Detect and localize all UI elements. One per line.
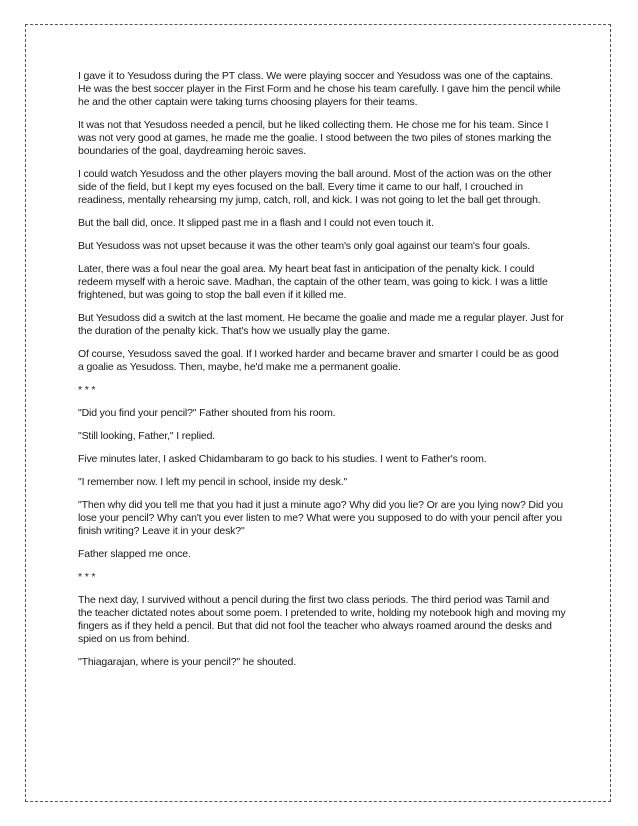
paragraph: "Still looking, Father," I replied. — [78, 430, 216, 442]
paragraph: But the ball did, once. It slipped past me in a flash and I could not even touch it. — [78, 217, 434, 229]
section-break: * * * — [78, 571, 96, 583]
paragraph: But Yesudoss was not upset because it was the other team's only goal against our team's four goals. — [78, 240, 531, 252]
paragraph: "Thiagarajan, where is your pencil?" he shouted. — [78, 656, 296, 668]
paragraph: Later, there was a foul near the goal area. My heart beat fast in anticipation of the penalty kick. I could redeem myself with a heroic save. Madhan, the captain of the other team, was going to kick. I was a little frightened, but was going to stop the ball even if it killed me. — [78, 263, 548, 301]
paragraph: "I remember now. I left my pencil in school, inside my desk." — [78, 476, 348, 488]
paragraph: I could watch Yesudoss and the other players moving the ball around. Most of the action was on the other side of the field, but I kept my eyes focused on the ball. Every time it came to our half, I crouched in readiness, mentally rehearsing my jump, catch, roll, and kick. I was not going to let the ball get through. — [78, 168, 552, 206]
paragraph: Father slapped me once. — [78, 548, 191, 560]
document-body — [78, 70, 566, 679]
paragraph: The next day, I survived without a pencil during the first two class periods. The third period was Tamil and the teacher dictated notes about some poem. I pretended to write, holding my notebook high and moving my fingers as if they held a pencil. But that did not fool the teacher who always roamed around the desks and spied on us from behind. — [78, 594, 566, 645]
paragraph: Five minutes later, I asked Chidambaram to go back to his studies. I went to Father's room. — [78, 453, 487, 465]
paragraph: But Yesudoss did a switch at the last moment. He became the goalie and made me a regular player. Just for the duration of the penalty kick. That's how we usually play the game. — [78, 312, 564, 337]
paragraph: "Then why did you tell me that you had it just a minute ago? Why did you lie? Or are you lying now? Did you lose your pencil? Why can't you ever listen to me? What were you supposed to do with your pencil after you finish writing? Leave it in your desk?" — [78, 499, 563, 537]
paragraph: I gave it to Yesudoss during the PT class. We were playing soccer and Yesudoss was one of the captains. He was the best soccer player in the First Form and he chose his team carefully. I gave him the pencil while he and the other captain were taking turns choosing players for their teams. — [78, 70, 561, 108]
paragraph: It was not that Yesudoss needed a pencil, but he liked collecting them. He chose me for his team. Since I was not very good at games, he made me the goalie. I stood between the two piles of stones marking the boundaries of the goal, daydreaming heroic saves. — [78, 119, 552, 157]
paragraph: Of course, Yesudoss saved the goal. If I worked harder and became braver and smarter I could be as good a goalie as Yesudoss. Then, maybe, he'd make me a permanent goalie. — [78, 348, 559, 373]
section-break: * * * — [78, 384, 96, 396]
paragraph: "Did you find your pencil?" Father shouted from his room. — [78, 407, 336, 419]
